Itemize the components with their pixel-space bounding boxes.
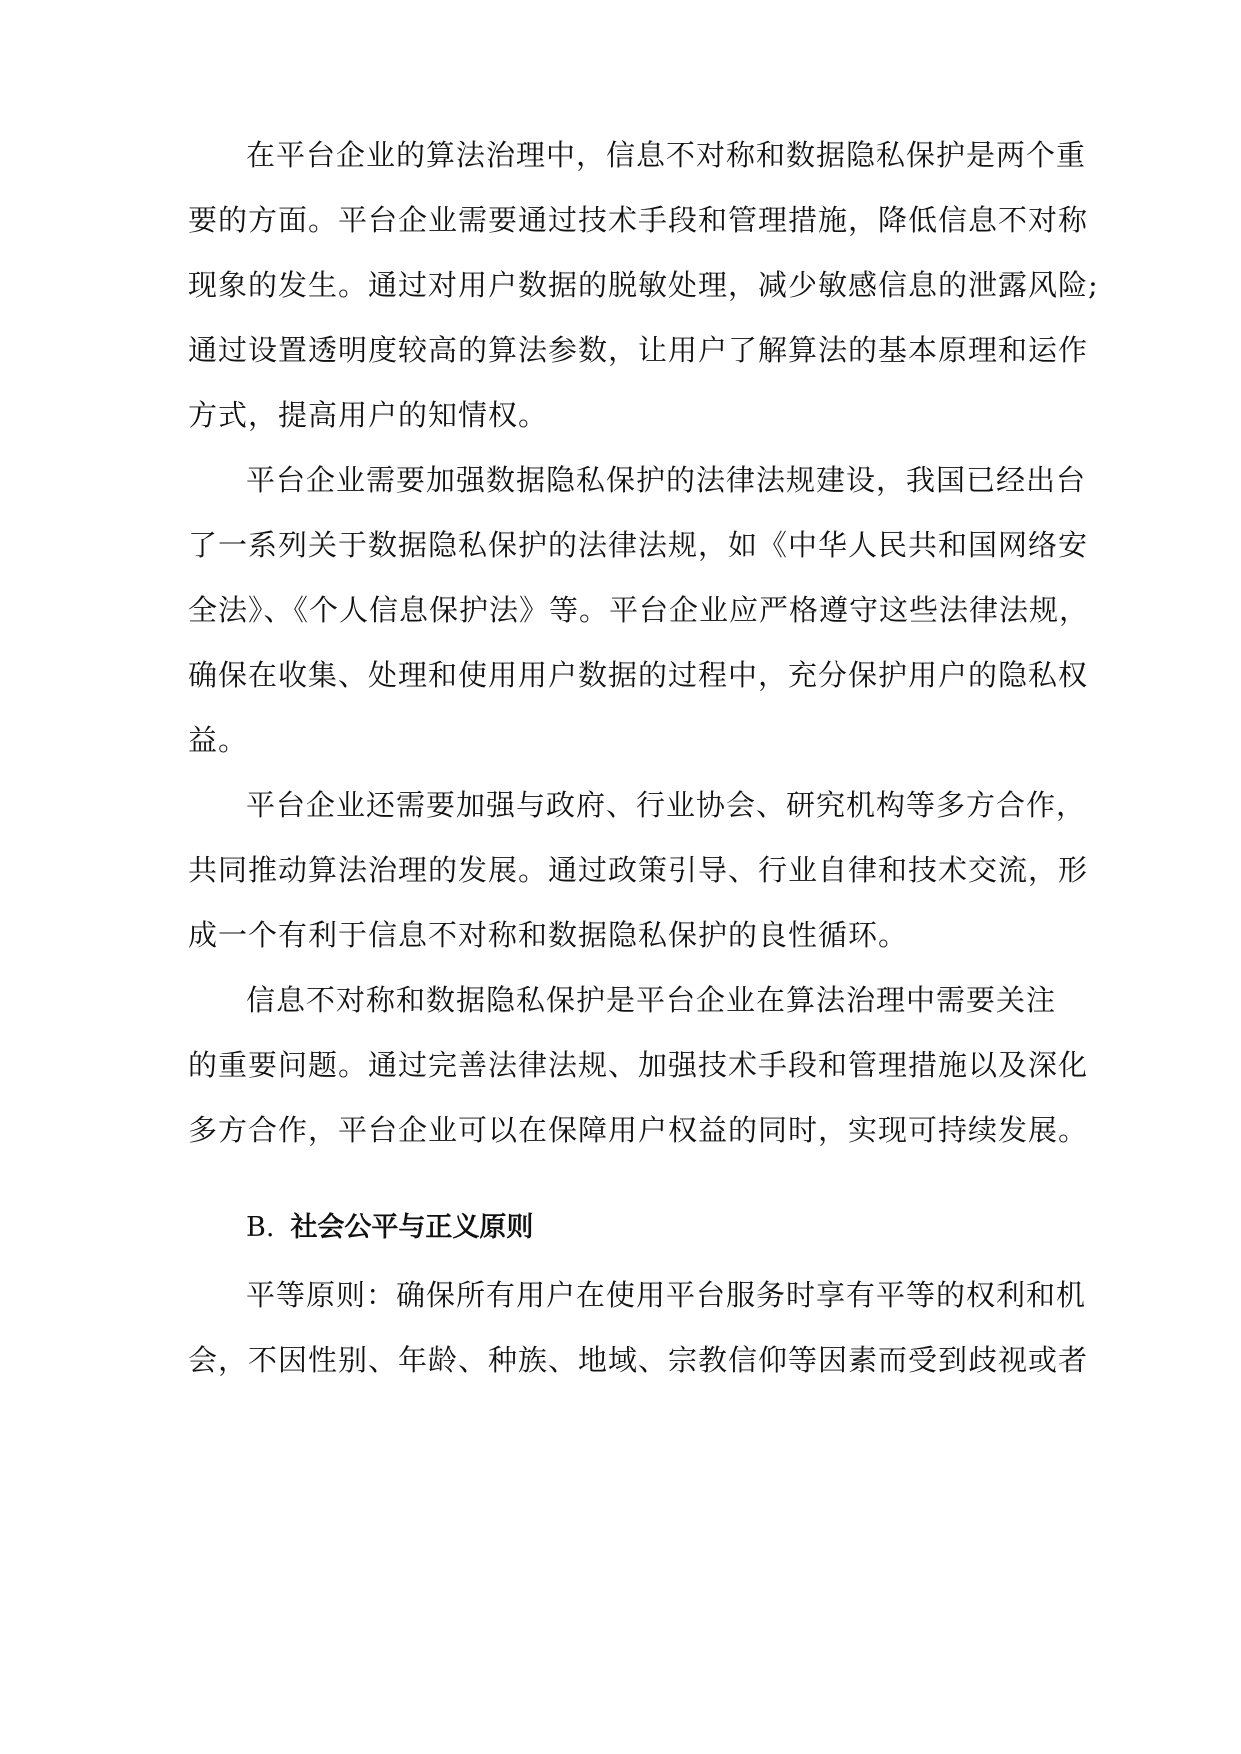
paragraph-4-line-2: 的重要问题。通过完善法律法规、加强技术手段和管理措施以及深化 [188, 1048, 1089, 1082]
paragraph-2-line-1: 平台企业需要加强数据隐私保护的法律法规建设，我国已经出台 [246, 463, 1087, 497]
paragraph-1-line-2: 要的方面。平台企业需要通过技术手段和管理措施，降低信息不对称 [188, 203, 1089, 237]
paragraph-4-line-3: 多方合作，平台企业可以在保障用户权益的同时，实现可持续发展。 [188, 1113, 1089, 1147]
paragraph-1-line-1: 在平台企业的算法治理中，信息不对称和数据隐私保护是两个重 [246, 138, 1087, 172]
section-heading [246, 1208, 533, 1248]
paragraph-2-line-4: 确保在收集、处理和使用用户数据的过程中，充分保护用户的隐私权 [188, 658, 1089, 692]
paragraph-2-line-5: 益。 [188, 723, 249, 757]
paragraph-3-line-3: 成一个有利于信息不对称和数据隐私保护的良性循环。 [188, 918, 909, 952]
section-title: 社会公平与正义原则 [290, 1212, 534, 1243]
paragraph-2-line-3: 全法》、《个人信息保护法》等。平台企业应严格遵守这些法律法规， [188, 593, 1090, 627]
paragraph-5-line-1: 平等原则：确保所有用户在使用平台服务时享有平等的权利和机 [246, 1278, 1087, 1312]
paragraph-5-line-2: 会，不因性别、年龄、种族、地域、宗教信仰等因素而受到歧视或者 [188, 1343, 1089, 1377]
paragraph-3-line-1: 平台企业还需要加强与政府、行业协会、研究机构等多方合作， [246, 788, 1087, 822]
section-number: B. [246, 1212, 275, 1243]
paragraph-1-line-4: 通过设置透明度较高的算法参数，让用户了解算法的基本原理和运作 [188, 333, 1089, 367]
paragraph-4-line-1: 信息不对称和数据隐私保护是平台企业在算法治理中需要关注 [246, 983, 1057, 1017]
paragraph-1-line-5: 方式，提高用户的知情权。 [188, 398, 549, 432]
paragraph-1-line-3: 现象的发生。通过对用户数据的脱敏处理，减少敏感信息的泄露风险; [188, 268, 1099, 302]
paragraph-2-line-2: 了一系列关于数据隐私保护的法律法规，如《中华人民共和国网络安 [188, 528, 1089, 562]
paragraph-3-line-2: 共同推动算法治理的发展。通过政策引导、行业自律和技术交流，形 [188, 853, 1089, 887]
